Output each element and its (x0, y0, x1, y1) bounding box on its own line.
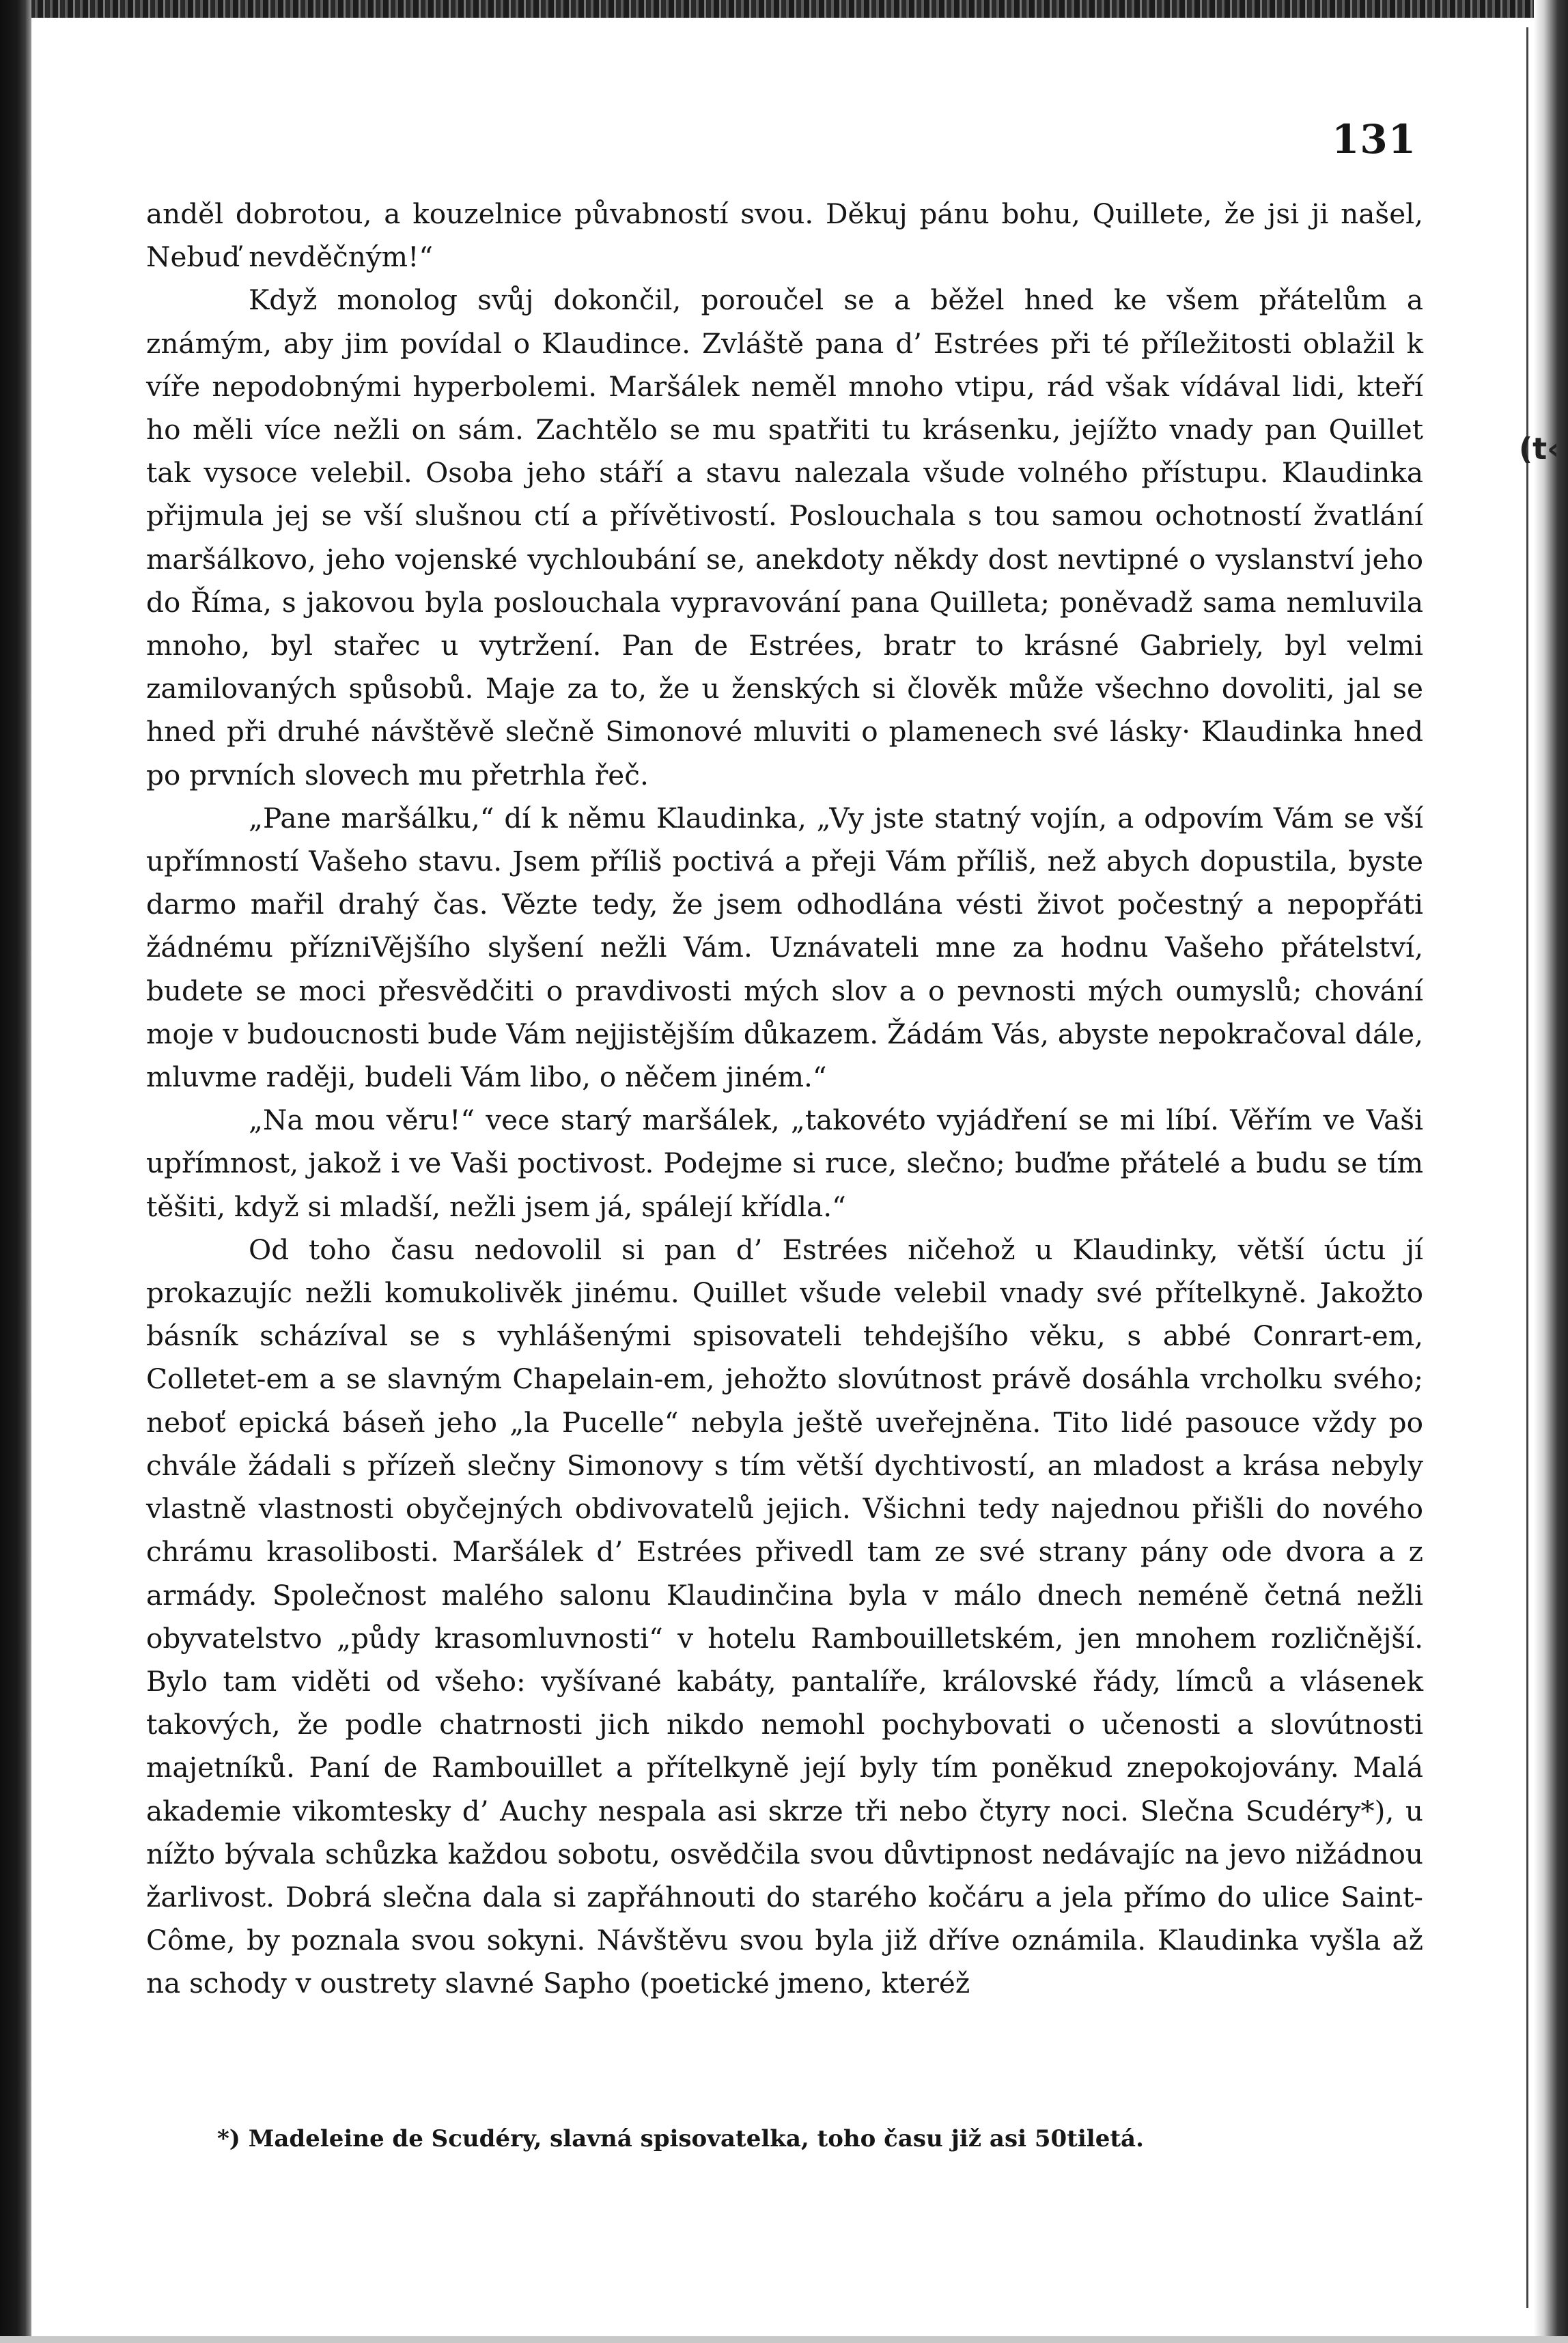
margin-mark: (t‹ (1519, 432, 1560, 466)
body-text (146, 193, 1423, 2006)
paragraph: Od toho času nedovolil si pan d’ Estrées ničehož u Klaudinky, větší úctu jí prokazujíc nežli komukolivěk jinému. Quillet všude velebil vnady své přítelkyně. Jakožto básník scházíval se s vyhlášenými spisovateli tehdejšího věku, s abbé Conrart-em, Colletet-em a se slavným Chapelain-em, jehožto slovútnost právě dosáhla vrcholku svého; neboť epická báseň jeho „la Pucelle“ nebyla ještě uveřejněna. Tito lidé pasouce vždy po chvále žádali s přízeň slečny Simonovy s tím větší dychtivostí, an mladost a krása nebyly vlastně vlastnosti obyčejných obdivovatelů jejich. Všichni tedy najednou přišli do nového chrámu krasolibosti. Maršálek d’ Estrées přivedl tam ze své strany pány ode dvora a z armády. Společnost malého salonu Klaudinčina byla v málo dnech neméně četná nežli obyvatelstvo „půdy krasomluvnosti“ v hotelu Rambouilletském, jen mnohem rozličnější. Bylo tam viděti od všeho: vyšívané kabáty, pantalíře, královské řády, límců a vlásenek takových, že podle chatrnosti jich nikdo nemohl pochybovati o učenosti a slovútnosti majetníků. Paní de Rambouillet a přítelkyně její byly tím poněkud znepokojovány. Malá akademie vikomtesky d’ Auchy nespala asi skrze tři nebo čtyry noci. Slečna Scudéry*), u nížto bývala schůzka každou sobotu, osvědčila svou důvtipnost nedávajíc na jevo nižádnou žarlivost. Dobrá slečna dala si zapřáhnouti do starého kočáru a jela přímo do ulice Saint-Côme, by poznala svou sokyni. Návštěvu svou byla již dříve oznámila. Klaudinka vyšla až na schody v oustrety slavné Sapho (poetické jmeno, kteréž (146, 1233, 1423, 2000)
scan-page-edge-line (1526, 27, 1528, 2308)
paragraph: anděl dobrotou, a kouzelnice půvabností svou. Děkuj pánu bohu, Quillete, že jsi ji našel, Nebuď nevděčným!“ (146, 197, 1423, 274)
scan-edge-top (0, 0, 1568, 18)
paragraph: „Na mou věru!“ vece starý maršálek, „takovéto vyjádření se mi líbí. Věřím ve Vaši upřímnost, jakož i ve Vaši poctivost. Podejme si ruce, slečno; buďme přátelé a budu se tím těšiti, když si mladší, nežli jsem já, spálejí křídla.“ (146, 1104, 1423, 1223)
page-number: 131 (1332, 116, 1417, 163)
footnote: *) Madeleine de Scudéry, slavná spisovatelka, toho času již asi 50tiletá. (217, 2125, 1144, 2152)
scan-edge-left (0, 0, 31, 2343)
paragraph: „Pane maršálku,“ dí k němu Klaudinka, „Vy jste statný vojín, a odpovím Vám se vší upřímností Vašeho stavu. Jsem příliš poctivá a přeji Vám příliš, než abych dopustila, byste darmo mařil drahý čas. Vězte tedy, že jsem odhodlána vésti život počestný a nepopřáti žádnému přízniVějšího slyšení nežli Vám. Uznávateli mne za hodnu Vašeho přátelství, budete se moci přesvědčiti o pravdivosti mých slov a o pevnosti mých oumyslů; chování moje v budoucnosti bude Vám nejjistějším důkazem. Žádám Vás, abyste nepokračoval dále, mluvme raději, budeli Vám libo, o něčem jiném.“ (146, 801, 1423, 1094)
scan-edge-bottom (0, 2336, 1568, 2343)
paragraph: Když monolog svůj dokončil, poroučel se a běžel hned ke všem přátelům a známým, aby jim povídal o Klaudince. Zvláště pana d’ Estrées při té příležitosti oblažil k víře nepodobnými hyperbolemi. Maršálek neměl mnoho vtipu, rád však vídával lidi, kteří ho měli více nežli on sám. Zachtělo se mu spatřiti tu krásenku, jejížto vnady pan Quillet tak vysoce velebil. Osoba jeho stáří a stavu nalezala všude volného přístupu. Klaudinka přijmula jej se vší slušnou ctí a přívětivostí. Poslouchala s tou samou ochotností žvatlání maršálkovo, jeho vojenské vychloubání se, anekdoty někdy dost nevtipné o vyslanství jeho do Říma, s jakovou byla poslouchala vypravování pana Quilleta; poněvadž sama nemluvila mnoho, byl stařec u vytržení. Pan de Estrées, bratr to krásné Gabriely, byl velmi zamilovaných spůsobů. Maje za to, že u ženských si člověk může všechno dovoliti, jal se hned při druhé návštěvě slečně Simonové mluviti o plamenech své lásky· Klaudinka hned po prvních slovech mu přetrhla řeč. (146, 283, 1423, 791)
scan-edge-right (1534, 0, 1568, 2343)
